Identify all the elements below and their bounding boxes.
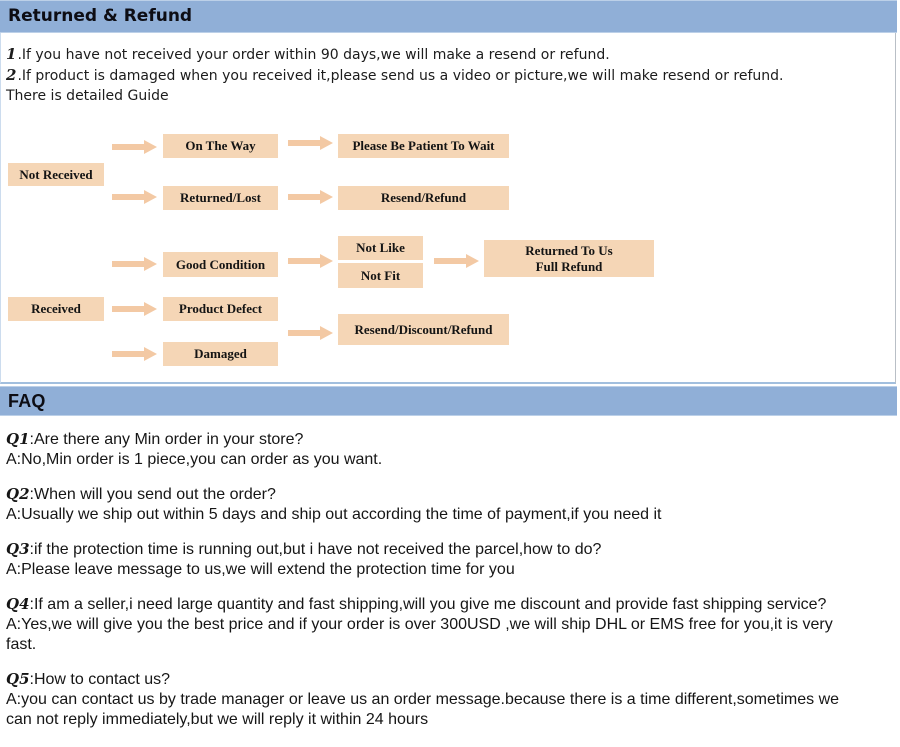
returned-refund-header <box>0 0 897 33</box>
flow-arrow-icon <box>288 136 333 150</box>
faq-question-label: Q5 <box>6 670 30 688</box>
flow-arrow-icon <box>112 190 157 204</box>
flow-arrow-icon <box>112 347 157 361</box>
flow-node-damaged: Damaged <box>163 342 278 366</box>
faq-list <box>6 429 866 744</box>
flow-node-line2: Full Refund <box>535 258 603 274</box>
faq-answer: A:you can contact us by trade manager or leave us an order message.because there is a time different,sometimes we can not reply immediately,but we will reply it within 24 hours <box>6 691 840 728</box>
flow-node-good-condition: Good Condition <box>163 252 278 277</box>
flow-arrow-icon <box>112 302 157 316</box>
faq-question-label: Q2 <box>6 485 30 503</box>
faq-question-text: :When will you send out the order? <box>29 486 276 503</box>
faq-answer: A:Usually we ship out within 5 days and ship out according the time of payment,if you need it <box>6 506 662 523</box>
faq-question <box>6 429 866 450</box>
faq-question <box>6 539 866 560</box>
rule-text: .If you have not received your order within 90 days,we will make a resend or refund. <box>17 47 610 63</box>
faq-question-label: Q1 <box>6 430 30 448</box>
refund-rule-1 <box>6 44 876 65</box>
flow-arrow-icon <box>288 254 333 268</box>
flow-arrow-icon <box>112 140 157 154</box>
flow-arrow-icon <box>434 254 479 268</box>
flow-node-returned-lost: Returned/Lost <box>163 186 278 210</box>
faq-question <box>6 484 866 505</box>
faq-header <box>0 386 897 416</box>
faq-question-text: :if the protection time is running out,but i have not received the parcel,how to do? <box>29 541 602 558</box>
flow-node-on-the-way: On The Way <box>163 134 278 158</box>
faq-item <box>6 594 866 655</box>
flow-node-returned-to-us-full-refund <box>484 240 654 277</box>
flow-node-not-received: Not Received <box>8 163 104 186</box>
faq-question-text: :How to contact us? <box>29 671 171 688</box>
faq-answer: A:No,Min order is 1 piece,you can order as you want. <box>6 451 383 468</box>
flow-node-not-like: Not Like <box>338 236 423 260</box>
refund-rule-2 <box>6 65 876 86</box>
rule-number: 1 <box>6 45 17 63</box>
rule-text: .If product is damaged when you received it,please send us a video or picture,we will make resend or refund. <box>17 68 784 84</box>
flow-node-not-fit: Not Fit <box>338 263 423 288</box>
flow-node-please-wait: Please Be Patient To Wait <box>338 134 509 158</box>
faq-question-label: Q4 <box>6 595 30 613</box>
faq-question-label: Q3 <box>6 540 30 558</box>
guide-note: There is detailed Guide <box>6 88 169 104</box>
faq-question <box>6 594 866 615</box>
faq-question-text: :If am a seller,i need large quantity and fast shipping,will you give me discount and provide fast shipping service? <box>29 596 827 613</box>
faq-item <box>6 484 866 525</box>
rule-number: 2 <box>6 66 17 84</box>
faq-item <box>6 669 866 730</box>
faq-question <box>6 669 866 690</box>
flow-arrow-icon <box>288 190 333 204</box>
faq-answer: A:Yes,we will give you the best price and if your order is over 300USD ,we will ship DHL or EMS free for you,it is very fast. <box>6 616 833 653</box>
faq-answer: A:Please leave message to us,we will extend the protection time for you <box>6 561 515 578</box>
faq-title: FAQ <box>8 391 46 411</box>
returned-refund-title: Returned & Refund <box>8 6 193 26</box>
faq-item <box>6 539 866 580</box>
faq-question-text: :Are there any Min order in your store? <box>29 431 304 448</box>
faq-item <box>6 429 866 470</box>
flow-node-line1: Returned To Us <box>525 242 613 258</box>
flow-node-resend-refund: Resend/Refund <box>338 186 509 210</box>
flow-node-product-defect: Product Defect <box>163 297 278 321</box>
flow-arrow-icon <box>112 257 157 271</box>
flow-node-received: Received <box>8 297 104 321</box>
refund-rules-text <box>6 44 876 106</box>
flow-arrow-icon <box>288 326 333 340</box>
flow-node-resend-discount-refund: Resend/Discount/Refund <box>338 314 509 345</box>
